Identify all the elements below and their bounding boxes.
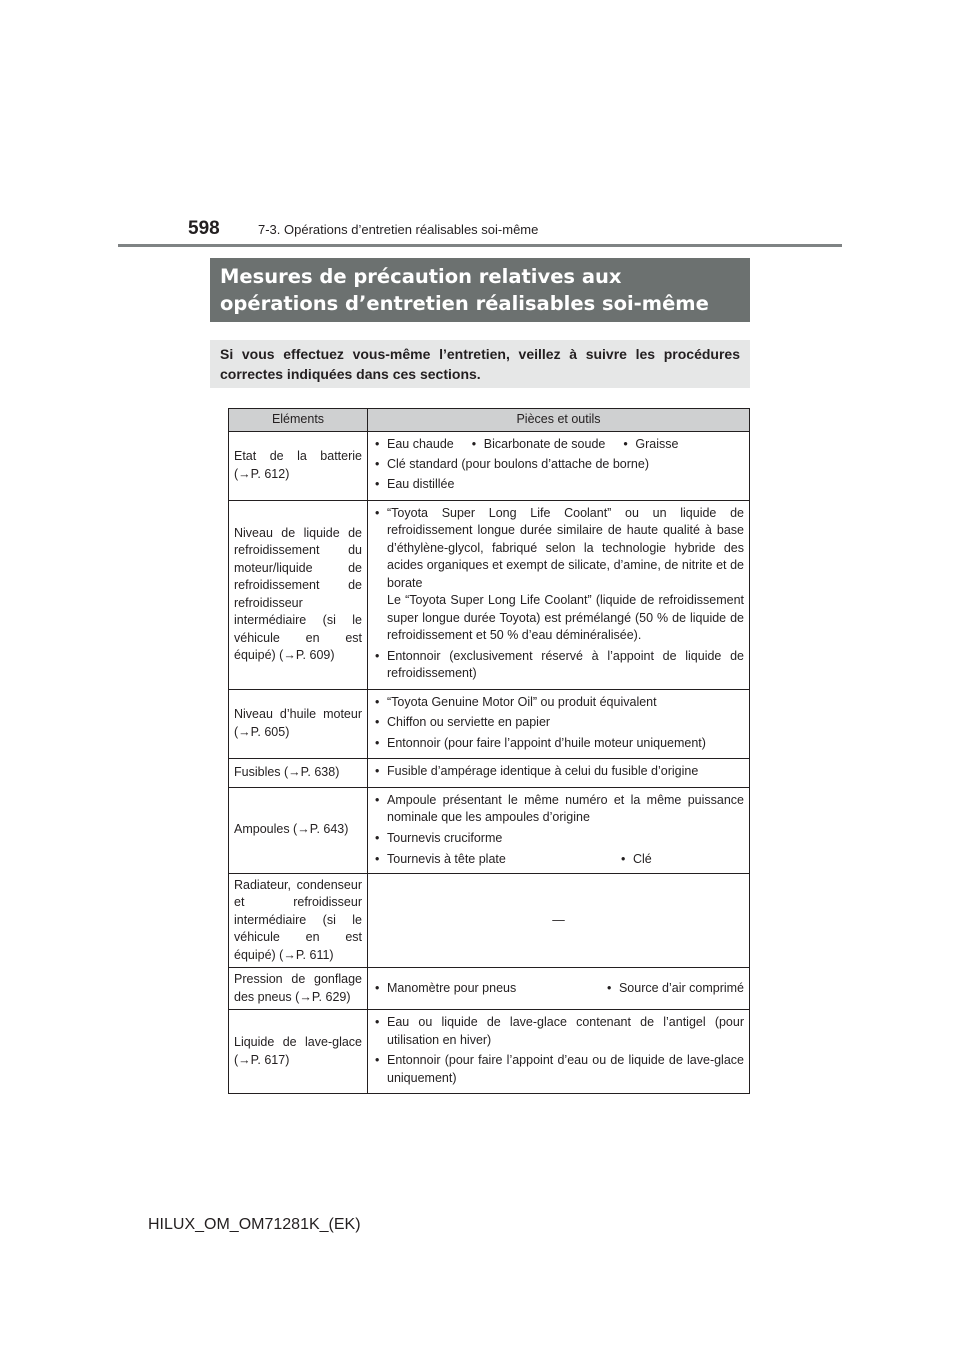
- item-label: Fusibles (→P. 638): [234, 765, 340, 779]
- coolant-main-text: • “Toyota Super Long Life Coolant” ou un liquide de refroidissement longue durée similaire de haute qualité à base d’éthylène-glycol, fabriqué selon la technologie hybride des acides organiques et exempt de silicate, d’amine, de nitrite et de borate: [387, 505, 744, 590]
- table-row-item: [229, 500, 368, 689]
- table-row-item: [229, 873, 368, 968]
- tool-list: [373, 1014, 744, 1087]
- table-row-washer-fluid: [229, 1010, 750, 1094]
- table-row-battery: [229, 432, 750, 501]
- table-row-tools: [368, 787, 750, 873]
- list-item: • Chiffon ou serviette en papier: [373, 714, 744, 732]
- table-row-item: [229, 787, 368, 873]
- tool-list: [373, 694, 744, 753]
- table-row-tire-pressure: [229, 968, 750, 1010]
- list-item: • Tournevis cruciforme: [373, 830, 744, 848]
- table-row-tools: [368, 1010, 750, 1094]
- tool-list: [373, 792, 744, 848]
- table-row-item: [229, 759, 368, 788]
- list-item: • Entonnoir (pour faire l’appoint d’huile moteur uniquement): [373, 735, 744, 753]
- list-item: • Source d’air comprimé: [605, 980, 744, 998]
- item-label: Niveau de liquide de refroidissement du moteur/liquide de refroidissement de refroidisseur intermédiaire (si le véhicule en est équipé) (→P. 609): [234, 525, 362, 662]
- item-label: Niveau d’huile moteur (→P. 605): [234, 707, 362, 739]
- page-title-line-1: Mesures de précaution relatives aux: [220, 265, 622, 288]
- list-item: • Eau ou liquide de lave-glace contenant de l’antigel (pour utilisation en hiver): [373, 1014, 744, 1049]
- table-row-radiator: [229, 873, 750, 968]
- table-row-bulbs: [229, 787, 750, 873]
- list-item: • Eau distillée: [373, 476, 744, 494]
- item-label: Pression de gonflage des pneus (→P. 629): [234, 972, 362, 1004]
- list-item: • Fusible d’ampérage identique à celui du fusible d’origine: [373, 763, 744, 781]
- table-row-tools: [368, 968, 750, 1010]
- page-title: [210, 258, 750, 322]
- intro-text: Si vous effectuez vous-même l’entretien, veillez à suivre les procédures correctes indiquées dans ces sections.: [210, 340, 750, 388]
- table-row-engine-oil: [229, 689, 750, 759]
- table-row-tools: [368, 873, 750, 968]
- tool-list: [373, 456, 744, 494]
- table-row-item: [229, 432, 368, 501]
- list-item: • Entonnoir (pour faire l’appoint d’eau ou de liquide de lave-glace uniquement): [373, 1052, 744, 1087]
- page-number: 598: [188, 218, 220, 239]
- table-row-tools: [368, 759, 750, 788]
- page-title-line-2: opérations d’entretien réalisables soi-même: [220, 292, 709, 315]
- inline-bullets: [373, 979, 744, 999]
- list-item: • Eau chaude: [373, 436, 454, 454]
- maintenance-table: [228, 408, 750, 1094]
- list-item: • Entonnoir (exclusivement réservé à l’appoint de liquide de refroidissement): [373, 648, 744, 683]
- not-applicable-dash: —: [552, 912, 565, 927]
- table-row-coolant: [229, 500, 750, 689]
- item-label: Liquide de lave-glace (→P. 617): [234, 1035, 362, 1067]
- tool-list: [373, 763, 744, 781]
- column-header-items: Eléments: [229, 409, 368, 432]
- tool-list: [373, 505, 744, 683]
- list-item: • Tournevis à tête plate: [373, 851, 619, 869]
- table-row-tools: [368, 500, 750, 689]
- list-item: • Clé: [619, 851, 652, 869]
- inline-bullets: [373, 435, 744, 455]
- item-label: Radiateur, condenseur et refroidisseur intermédiaire (si le véhicule en est équipé) (→P. 611): [234, 877, 362, 962]
- list-item: • Manomètre pour pneus: [373, 980, 605, 998]
- item-label: Etat de la batterie (→P. 612): [234, 449, 362, 481]
- table-row-tools: [368, 689, 750, 759]
- list-item: • Graisse: [621, 436, 678, 454]
- list-item: • Clé standard (pour boulons d’attache de borne): [373, 456, 744, 474]
- list-item: • Bicarbonate de soude: [470, 436, 606, 454]
- section-title: 7-3. Opérations d’entretien réalisables soi-même: [258, 222, 539, 237]
- table-row-tools: [368, 432, 750, 501]
- item-label: Ampoules (→P. 643): [234, 822, 349, 837]
- list-item: • Ampoule présentant le même numéro et la même puissance nominale que les ampoules d’origine: [373, 792, 744, 827]
- header-divider: [118, 244, 842, 247]
- list-item: • “Toyota Genuine Motor Oil” ou produit équivalent: [373, 694, 744, 712]
- list-item: [373, 505, 744, 645]
- inline-bullets: [373, 850, 744, 870]
- coolant-note: Le “Toyota Super Long Life Coolant” (liquide de refroidissement super longue durée Toyota) est prémélangé (50 % de liquide de refroidissement et 50 % d’eau déminéralisée).: [387, 593, 744, 642]
- table-header-row: [229, 409, 750, 432]
- table-row-item: [229, 689, 368, 759]
- table-row-item: [229, 968, 368, 1010]
- table-row-fuses: [229, 759, 750, 788]
- document-code: HILUX_OM_OM71281K_(EK): [148, 1216, 361, 1233]
- table-row-item: [229, 1010, 368, 1094]
- column-header-tools: Pièces et outils: [368, 409, 750, 432]
